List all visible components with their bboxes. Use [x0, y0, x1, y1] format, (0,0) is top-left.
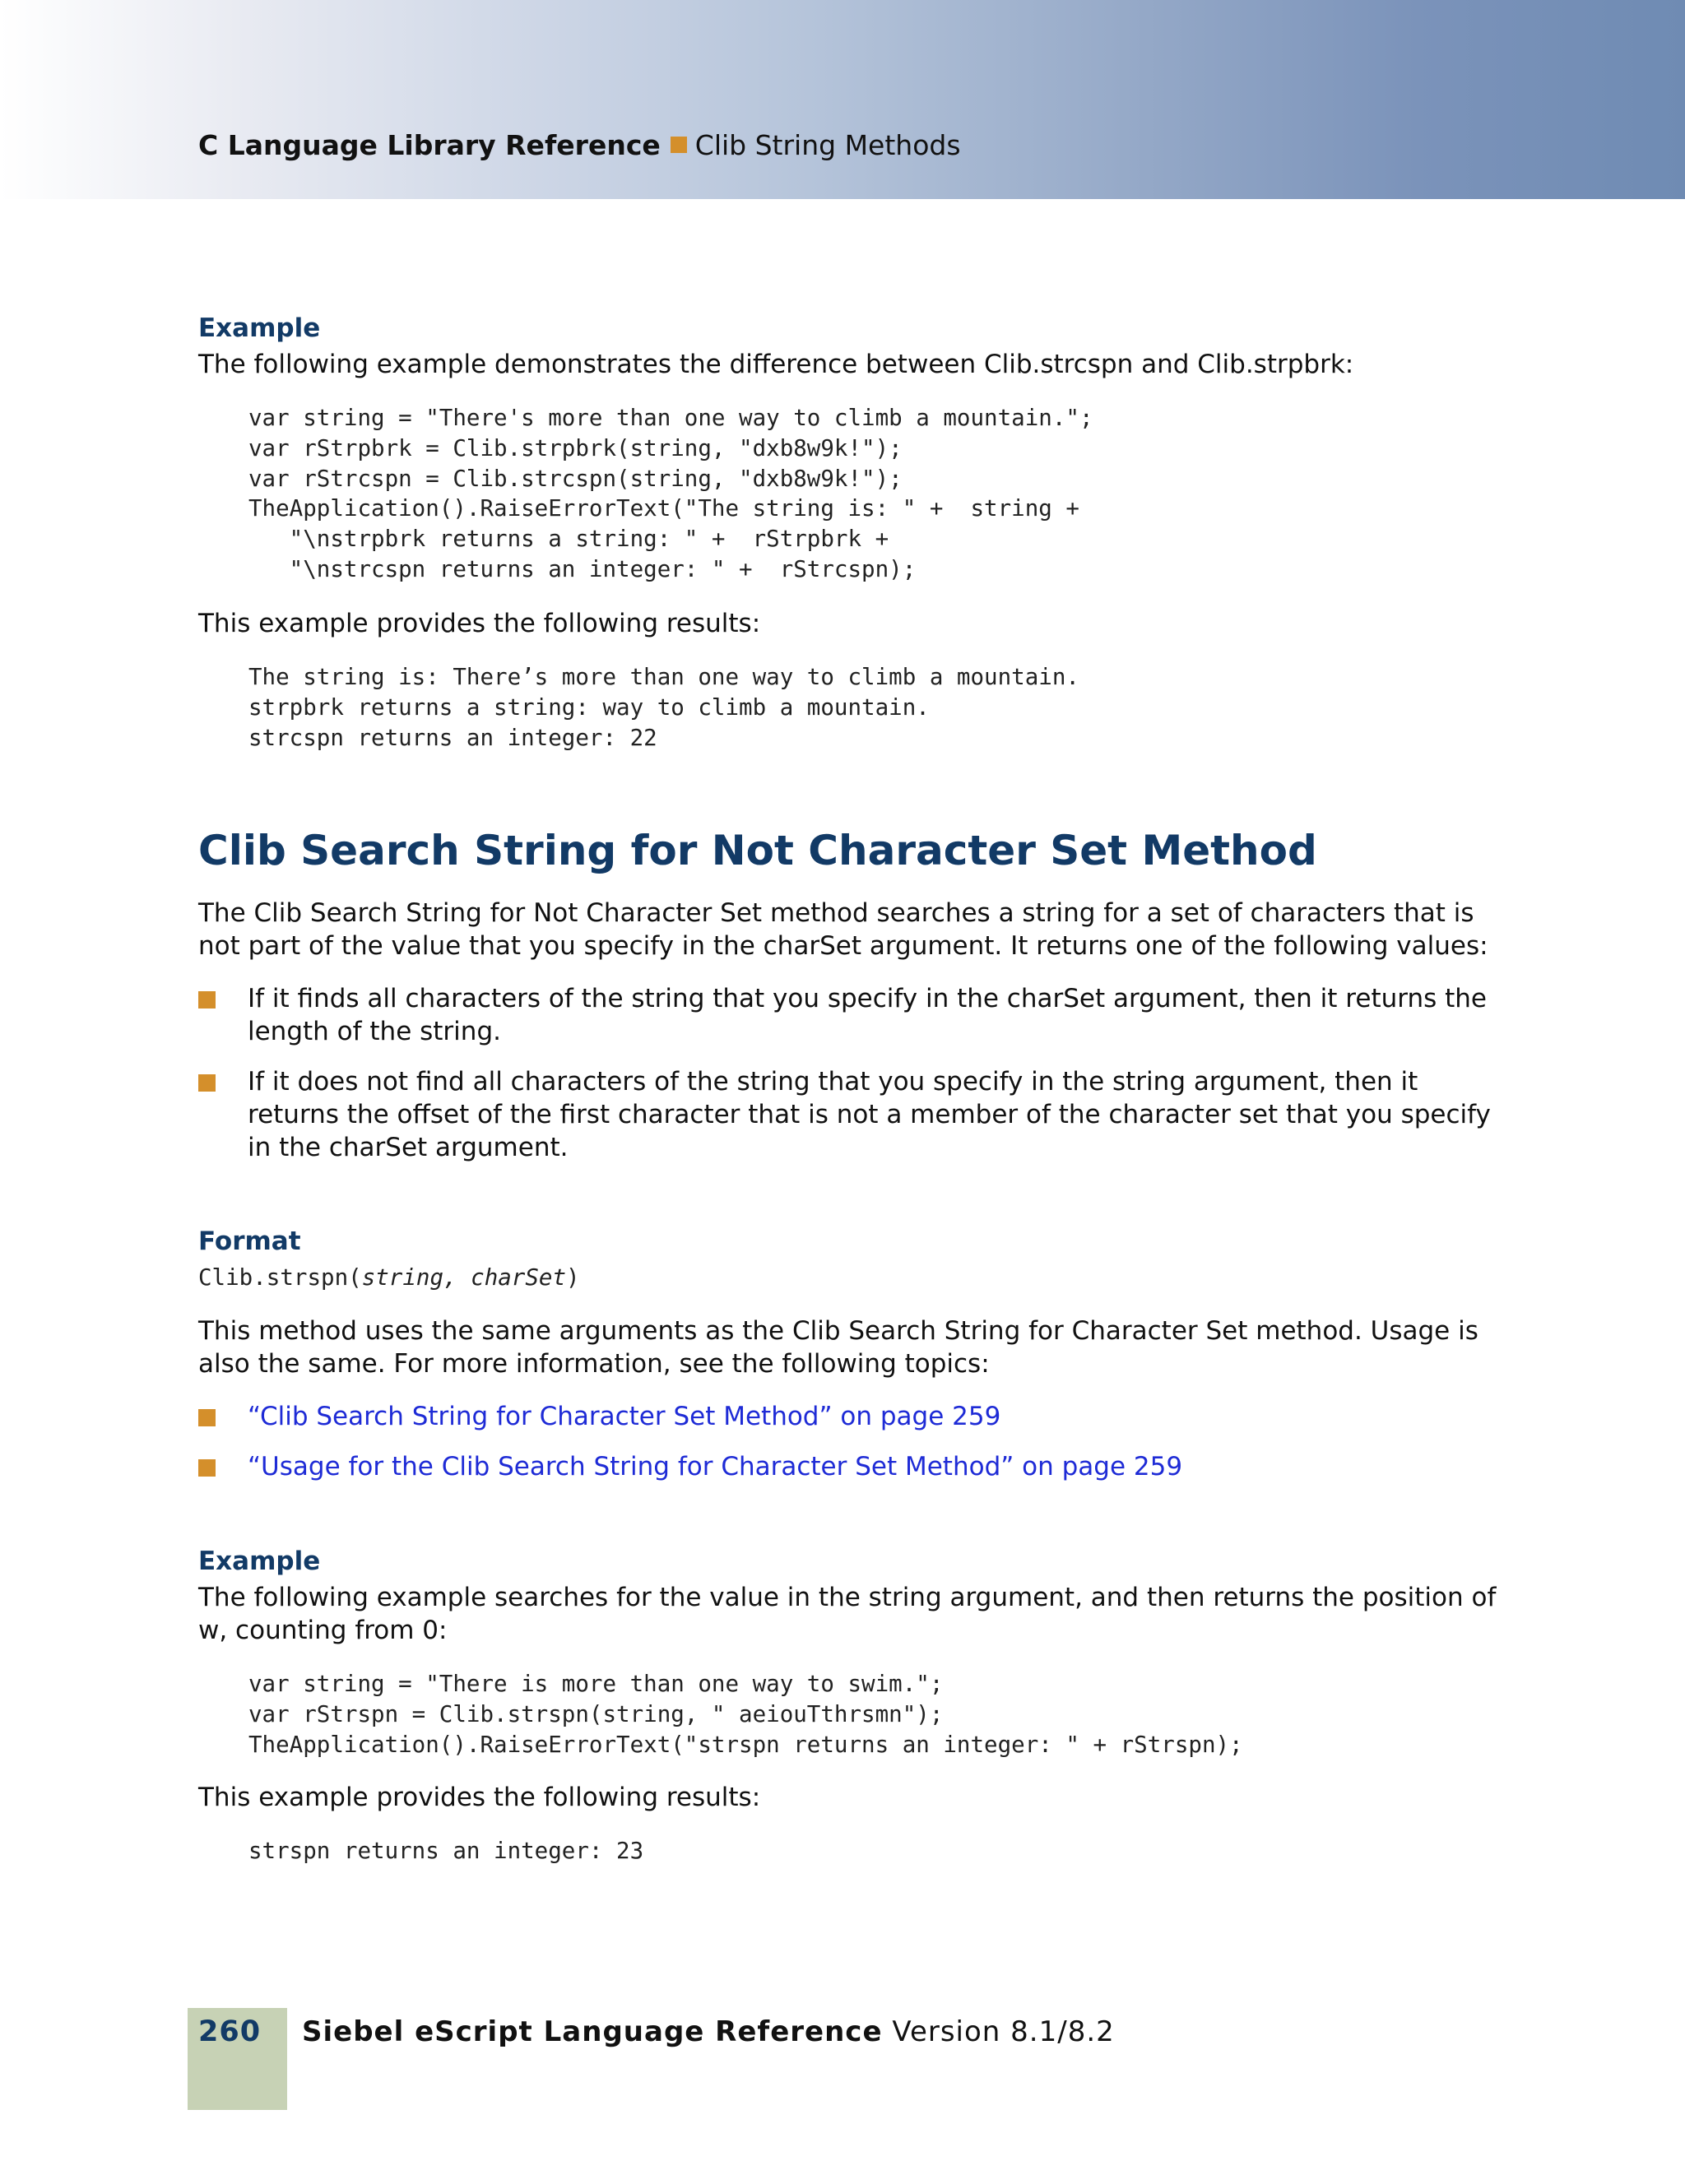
- result-line: strcspn returns an integer: 22: [248, 724, 657, 751]
- format-arguments: string, charSet: [361, 1264, 567, 1291]
- example1-intro: The following example demonstrates the difference between Clib.strcspn and Clib.strpbrk:: [198, 350, 1354, 379]
- link-usage-clib-search-string-for-character-set[interactable]: “Usage for the Clib Search String for Character Set Method” on page 259: [248, 1452, 1183, 1482]
- example1-heading: Example: [198, 313, 321, 343]
- footer-version: Version 8.1/8.2: [892, 2015, 1115, 2048]
- code-line: TheApplication().RaiseErrorText("The string is: " + string +: [248, 495, 1079, 522]
- example2-results-intro: This example provides the following results:: [198, 1783, 761, 1812]
- footer-book-title: Siebel eScript Language Reference: [302, 2015, 883, 2048]
- example2-heading: Example: [198, 1546, 321, 1576]
- code-line: var string = "There is more than one way to swim.";: [248, 1671, 944, 1697]
- result-line: strspn returns an integer: 23: [248, 1838, 644, 1864]
- code-line: var rStrcspn = Clib.strcspn(string, "dxb8w9k!");: [248, 465, 903, 492]
- header-separator-square-icon: [671, 137, 687, 153]
- header-section-title: Clib String Methods: [694, 129, 961, 161]
- example1-code-block: [248, 403, 1093, 585]
- code-line: "\nstrcspn returns an integer: " + rStrcspn);: [248, 555, 917, 582]
- bullet-text: If it does not find all characters of the string that you specify in the string argument, then it returns the offset of the first character that is not a member of the character set that you specify in the charSet argument.: [248, 1067, 1491, 1162]
- method-title: Clib Search String for Not Character Set Method: [198, 827, 1317, 874]
- running-header: [198, 129, 961, 162]
- code-line: var rStrpbrk = Clib.strpbrk(string, "dxb8w9k!");: [248, 434, 903, 461]
- list-item[interactable]: [198, 1450, 1515, 1483]
- bullet-square-icon: [198, 1409, 216, 1426]
- example2-results-block: [248, 1836, 643, 1866]
- list-item: [198, 1065, 1515, 1164]
- code-line: var rStrspn = Clib.strspn(string, " aeiouTthrsmn");: [248, 1700, 944, 1727]
- example2-intro: The following example searches for the value in the string argument, and then returns the position of w, counting from 0:: [198, 1583, 1497, 1645]
- method-description: The Clib Search String for Not Character Set method searches a string for a set of characters that is not part of the value that you specify in the charSet argument. It returns one of the following values:: [198, 898, 1488, 961]
- bullet-square-icon: [198, 1074, 216, 1092]
- bullet-square-icon: [198, 991, 216, 1009]
- list-item[interactable]: [198, 1400, 1515, 1433]
- page-number: 260: [198, 2015, 262, 2048]
- format-signature: [198, 1261, 580, 1294]
- example2-code-block: [248, 1669, 1243, 1760]
- example1-results-intro: This example provides the following results:: [198, 609, 761, 638]
- result-line: The string is: There’s more than one way to climb a mountain.: [248, 664, 1079, 690]
- header-book-title: C Language Library Reference: [198, 129, 661, 161]
- page-header-band: [0, 0, 1685, 199]
- format-close-paren: ): [566, 1264, 580, 1291]
- format-usage: This method uses the same arguments as the Clib Search String for Character Set method. Usage is also the same. For more information, see the following topics:: [198, 1316, 1478, 1379]
- code-line: var string = "There's more than one way to climb a mountain.";: [248, 405, 1093, 431]
- code-line: "\nstrpbrk returns a string: " + rStrpbrk +: [248, 526, 889, 553]
- bullet-square-icon: [198, 1459, 216, 1477]
- link-clib-search-string-for-character-set[interactable]: “Clib Search String for Character Set Method” on page 259: [248, 1402, 1001, 1431]
- bullet-text: If it finds all characters of the string that you specify in the charSet argument, then it returns the length of the string.: [248, 984, 1487, 1046]
- code-line: TheApplication().RaiseErrorText("strspn returns an integer: " + rStrspn);: [248, 1731, 1243, 1758]
- list-item: [198, 982, 1515, 1048]
- example1-results-block: [248, 662, 1079, 753]
- footer-title: [302, 2014, 1115, 2050]
- format-heading: Format: [198, 1226, 301, 1256]
- format-function: Clib.strspn(: [198, 1264, 362, 1291]
- result-line: strpbrk returns a string: way to climb a mountain.: [248, 693, 930, 721]
